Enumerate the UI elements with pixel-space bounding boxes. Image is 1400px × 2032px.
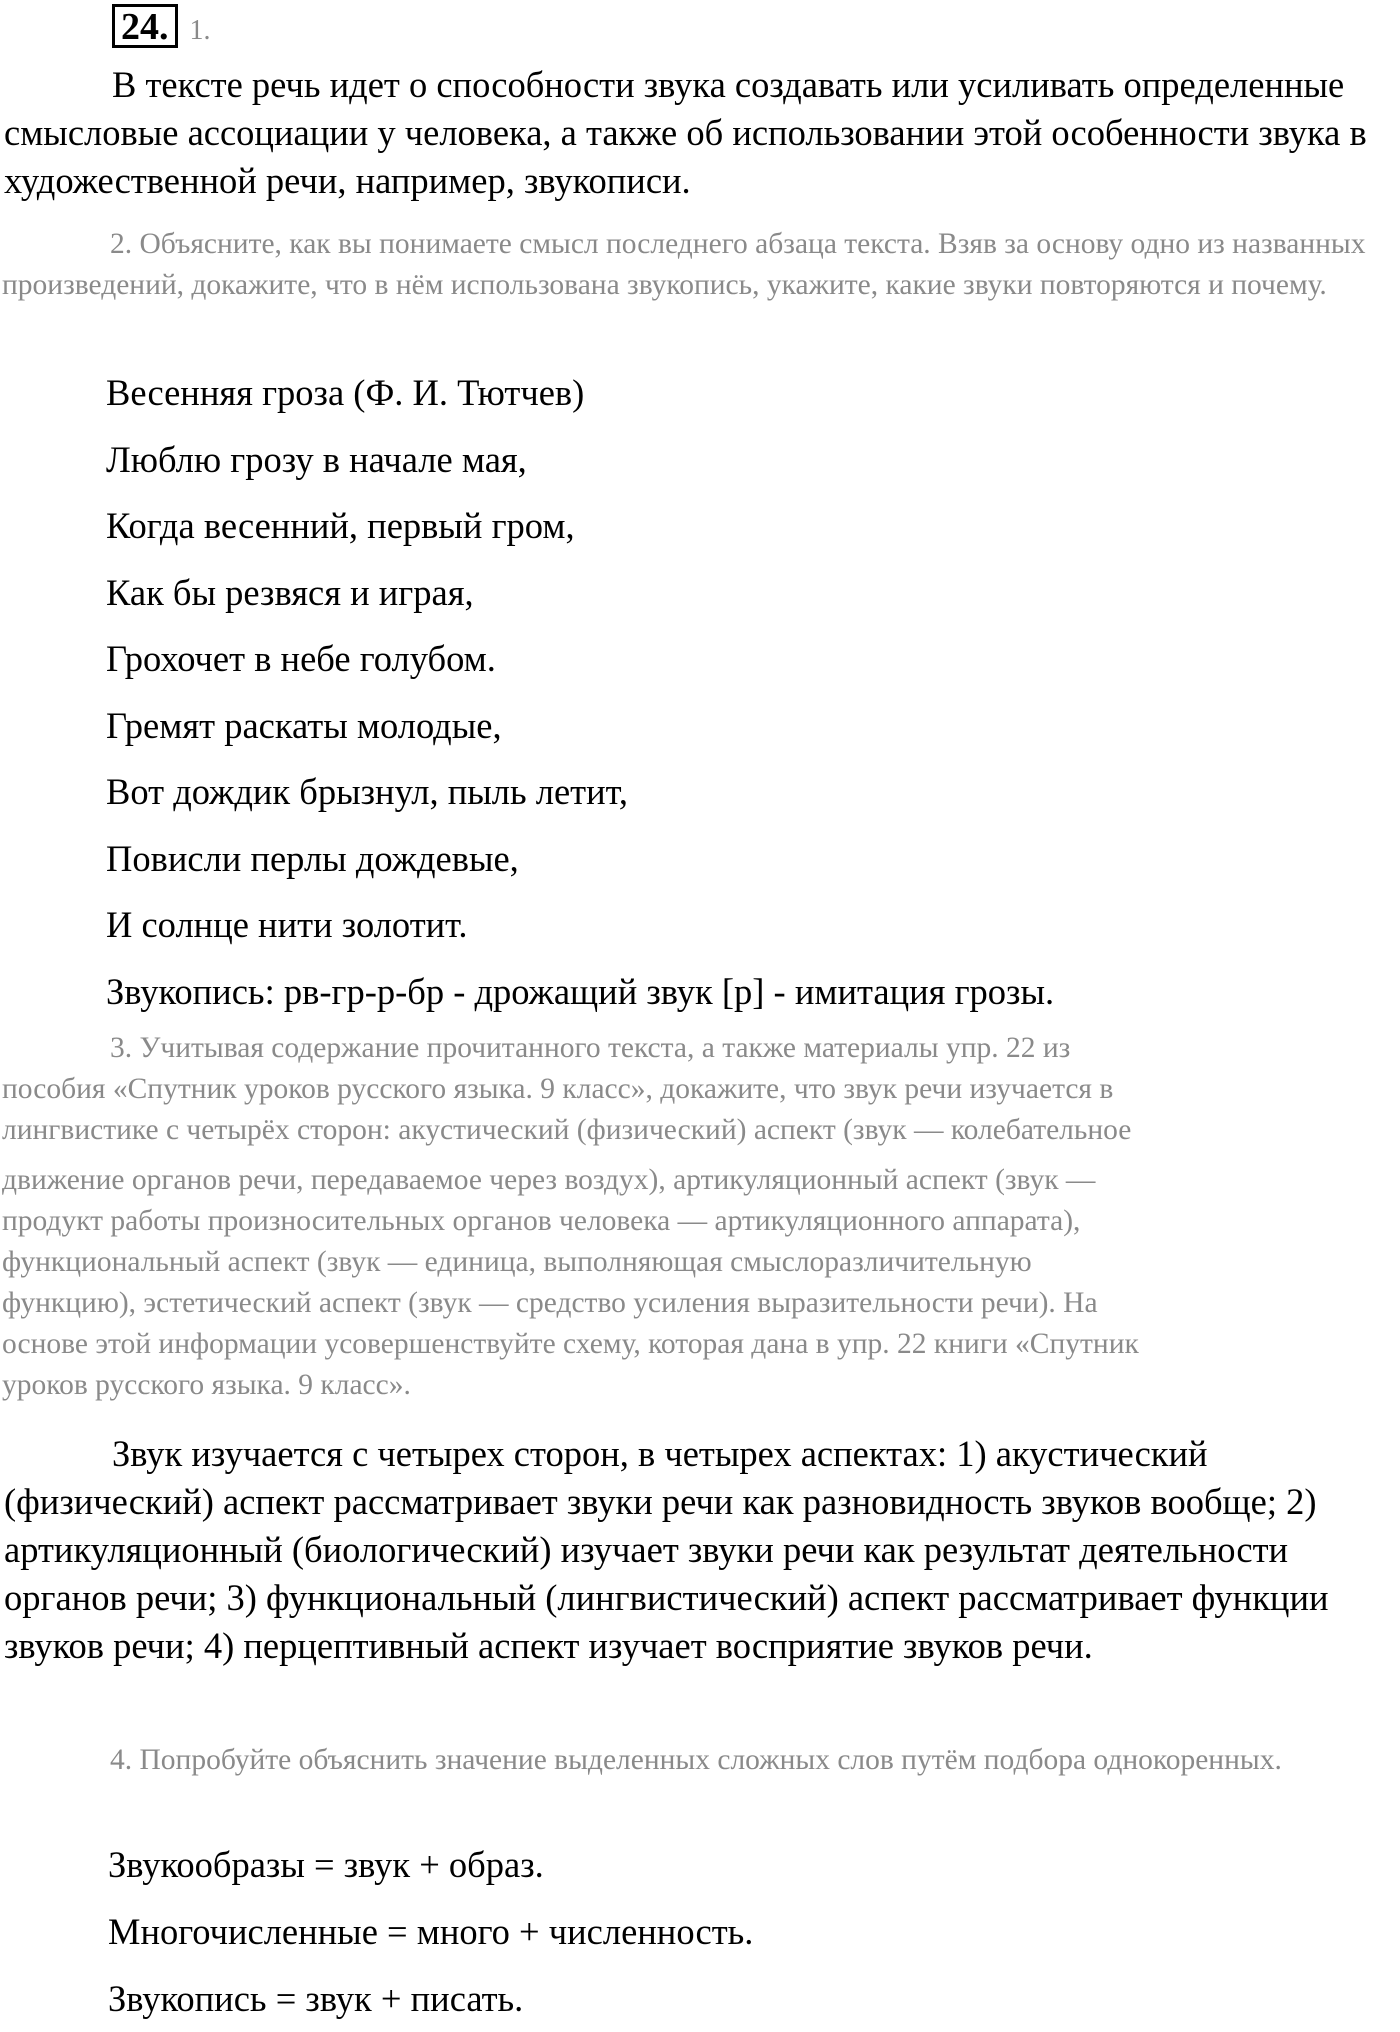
question-3-paragraph (2, 1028, 1398, 1406)
question-1-number: 1. (189, 15, 211, 46)
question-3-line: лингвистике с четырёх сторон: акустический (физический) аспект (звук — колебательное (2, 1114, 1132, 1146)
poem-block (106, 360, 1396, 1025)
poem-line: Когда весенний, первый гром, (106, 505, 575, 546)
poem-line: Грохочет в небе голубом. (106, 638, 496, 679)
question-3-line: уроков русского языка. 9 класс». (2, 1369, 411, 1401)
question-4-paragraph: 4. Попробуйте объяснить значение выделенных сложных слов путём подбора однокоренных. (110, 1744, 1282, 1776)
question-3-line: основе этой информации усовершенствуйте схему, которая дана в упр. 22 книги «Спутник (2, 1328, 1139, 1360)
question-3-line: функцию), эстетический аспект (звук — средство усиления выразительности речи). На (2, 1287, 1098, 1319)
question-2-paragraph: 2. Объясните, как вы понимаете смысл последнего абзаца текста. Взяв за основу одно из названных произведений, докажите, что в нём использована звукопись, укажите, какие звуки повторяются и почему. (2, 228, 1366, 301)
poem-line: Люблю грозу в начале мая, (106, 438, 527, 480)
poem-line: Повисли перлы дождевые, (106, 837, 519, 879)
poem-title: Весенняя гроза (Ф. И. Тютчев) (106, 372, 585, 413)
question-3-line: пособия «Спутник уроков русского языка. 9 класс», докажите, что звук речи изучается в (2, 1073, 1114, 1105)
question-3-line: продукт работы произносительных органов человека — артикуляционного аппарата), (2, 1205, 1081, 1237)
exercise-header (112, 4, 211, 48)
compound-words-list (108, 1831, 1396, 2032)
answer-3-paragraph: Звук изучается с четырех сторон, в четырех аспектах: 1) акустический (физический) аспект рассматривает звуки речи как разновидность звуков вообще; 2) артикуляционный (биологический) изучает звуки речи как результат деятельности органов речи; 3) функциональный (лингвистический) аспект рассматривает функции звуков речи; 4) перцептивный аспект изучает восприятие звуков речи. (4, 1433, 1329, 1666)
exercise-number-box: 24. (112, 4, 178, 48)
answer-1-paragraph: В тексте речь идет о способности звука создавать или усиливать определенные смысловые ассоциации у человека, а также об использовании этой особенности звука в художественной речи, например, звукописи. (4, 64, 1367, 201)
question-3-line: функциональный аспект (звук — единица, выполняющая смыслоразличительную (2, 1246, 1032, 1278)
question-3-line: 3. Учитывая содержание прочитанного текста, а также материалы упр. 22 из (110, 1032, 1071, 1064)
poem-line: И солнце нити золотит. (106, 904, 468, 945)
compound-word-item: Звукообразы = звук + образ. (108, 1844, 544, 1885)
sound-note: Звукопись: рв-гр-р-бр - дрожащий звук [р] - имитация грозы. (106, 970, 1055, 1012)
question-3-line: движение органов речи, передаваемое через воздух), артикуляционный аспект (звук — (2, 1164, 1096, 1196)
poem-line: Вот дождик брызнул, пыль летит, (106, 771, 628, 812)
compound-word-item: Звукопись = звук + писать. (108, 1978, 524, 2019)
poem-line: Как бы резвяся и играя, (106, 571, 474, 613)
compound-word-item: Многочисленные = много + численность. (108, 1911, 754, 1952)
poem-line: Гремят раскаты молодые, (106, 704, 502, 746)
